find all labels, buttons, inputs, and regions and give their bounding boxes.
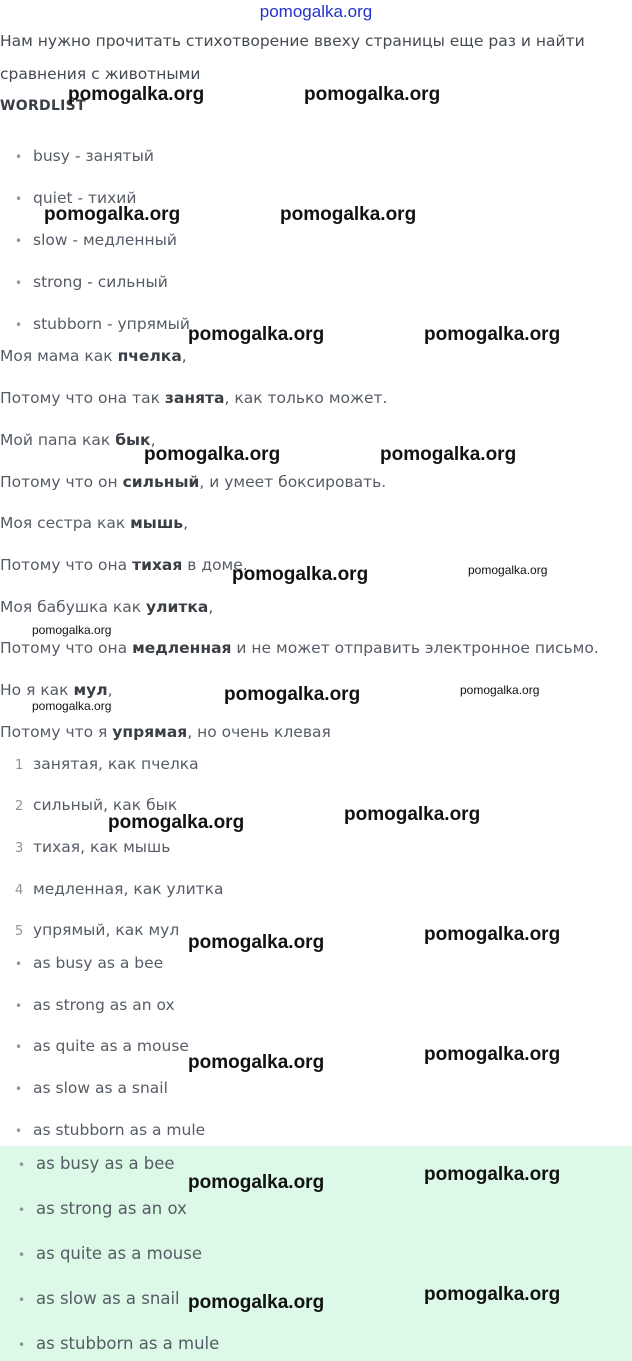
watermark: pomogalka.org	[188, 1292, 325, 1313]
poem-line: Моя мама как пчелка,	[0, 347, 187, 365]
answer-item: • as quite as a mouse	[18, 1244, 203, 1263]
bullet-icon: •	[15, 192, 23, 206]
watermark: pomogalka.org	[188, 1172, 325, 1193]
answer-item: • as strong as an ox	[18, 1199, 187, 1218]
watermark: pomogalka.org	[424, 1284, 561, 1305]
watermark: pomogalka.org	[468, 563, 548, 577]
answer-item: • as busy as a bee	[18, 1154, 175, 1173]
numbered-item: 3 тихая, как мышь	[15, 838, 171, 856]
poem-line: Но я как мул,	[0, 681, 113, 699]
bullet-icon: •	[18, 1248, 26, 1262]
watermark: pomogalka.org	[188, 1052, 325, 1073]
poem-line: Моя сестра как мышь,	[0, 514, 189, 532]
answer-item: • as slow as a snail	[18, 1289, 180, 1308]
answer-item: • as stubborn as a mule	[18, 1334, 220, 1353]
simile-item: • as strong as an ox	[15, 996, 175, 1014]
poem-line: Потому что она медленная и не может отправить электронное письмо.	[0, 639, 599, 657]
watermark: pomogalka.org	[280, 204, 417, 225]
bullet-icon: •	[15, 318, 23, 332]
watermark: pomogalka.org	[424, 324, 561, 345]
watermark: pomogalka.org	[232, 564, 369, 585]
simile-item: • as stubborn as a mule	[15, 1121, 206, 1139]
numbered-item: 1 занятая, как пчелка	[15, 755, 199, 773]
numbered-item: 4 медленная, как улитка	[15, 880, 224, 898]
bullet-icon: •	[15, 276, 23, 290]
bullet-icon: •	[18, 1338, 26, 1352]
watermark: pomogalka.org	[424, 1044, 561, 1065]
poem-line: Мой папа как бык,	[0, 431, 156, 449]
header-link[interactable]: pomogalka.org	[259, 2, 373, 21]
watermark: pomogalka.org	[304, 84, 441, 105]
wordlist-item: • slow - медленный	[15, 231, 177, 249]
bullet-icon: •	[18, 1293, 26, 1307]
simile-item: • as busy as a bee	[15, 954, 164, 972]
bullet-icon: •	[18, 1158, 26, 1172]
simile-item: • as slow as a snail	[15, 1079, 168, 1097]
watermark: pomogalka.org	[344, 804, 481, 825]
watermark: pomogalka.org	[32, 699, 112, 713]
wordlist-item: • stubborn - упрямый	[15, 315, 190, 333]
bullet-icon: •	[15, 1124, 23, 1138]
poem-line: Потому что она так занята, как только может.	[0, 389, 388, 407]
watermark: pomogalka.org	[68, 84, 205, 105]
watermark: pomogalka.org	[188, 932, 325, 953]
poem-line: Потому что она тихая в доме.	[0, 556, 248, 574]
bullet-icon: •	[15, 1082, 23, 1096]
numbered-item: 5 упрямый, как мул	[15, 921, 180, 939]
bullet-icon: •	[18, 1203, 26, 1217]
wordlist-item: • busy - занятый	[15, 147, 154, 165]
watermark: pomogalka.org	[44, 204, 181, 225]
bullet-icon: •	[15, 999, 23, 1013]
watermark: pomogalka.org	[144, 444, 281, 465]
wordlist-item: • strong - сильный	[15, 273, 168, 291]
watermark: pomogalka.org	[32, 623, 112, 637]
wordlist-item: • quiet - тихий	[15, 189, 137, 207]
bullet-icon: •	[15, 150, 23, 164]
poem-line: Потому что я упрямая, но очень клевая	[0, 723, 331, 741]
watermark: pomogalka.org	[188, 324, 325, 345]
numbered-item: 2 сильный, как бык	[15, 796, 178, 814]
bullet-icon: •	[15, 234, 23, 248]
watermark: pomogalka.org	[460, 683, 540, 697]
watermark: pomogalka.org	[224, 684, 361, 705]
intro-line-2: сравнения с животными	[0, 65, 201, 83]
watermark: pomogalka.org	[424, 924, 561, 945]
watermark: pomogalka.org	[380, 444, 517, 465]
intro-line-1: Нам нужно прочитать стихотворение ввеху страницы еще раз и найти	[0, 32, 585, 50]
bullet-icon: •	[15, 1040, 23, 1054]
wordlist-title: WORDLIST	[0, 98, 86, 114]
simile-item: • as quite as a mouse	[15, 1037, 189, 1055]
watermark: pomogalka.org	[108, 812, 245, 833]
poem-line: Потому что он сильный, и умеет боксировать.	[0, 473, 387, 491]
bullet-icon: •	[15, 957, 23, 971]
watermark: pomogalka.org	[424, 1164, 561, 1185]
poem-line: Моя бабушка как улитка,	[0, 598, 214, 616]
